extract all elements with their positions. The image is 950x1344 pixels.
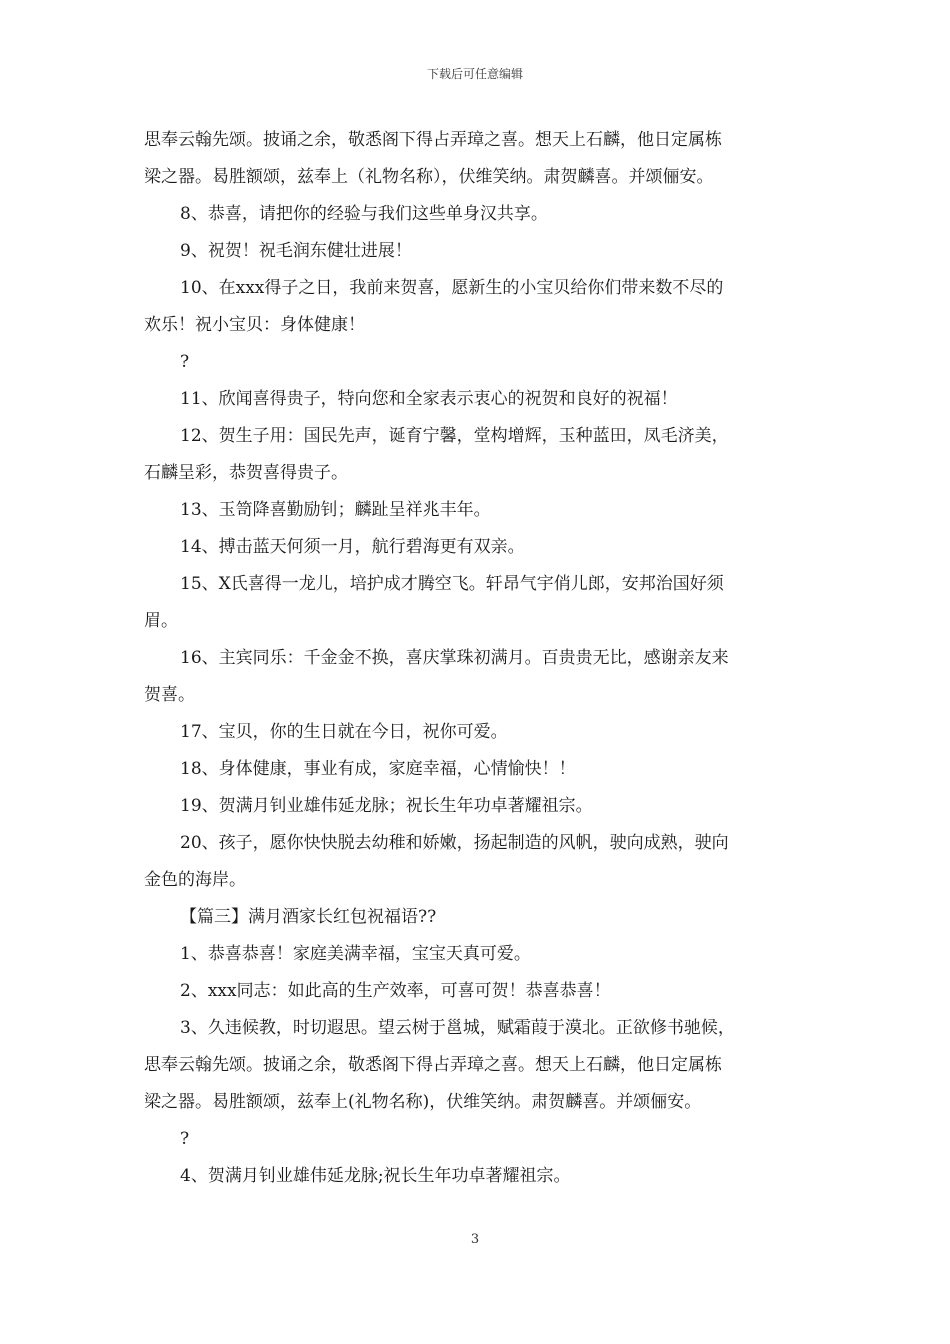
text-line: ? bbox=[180, 352, 190, 372]
text-line: 2、xxx同志：如此高的生产效率，可喜可贺！恭喜恭喜！ bbox=[180, 981, 611, 1001]
text-line: 4、贺满月钊业雄伟延龙脉;祝长生年功卓著耀祖宗。 bbox=[180, 1166, 571, 1186]
text-line: 16、主宾同乐：千金金不换，喜庆掌珠初满月。百贵贵无比，感谢亲友来 bbox=[180, 648, 729, 668]
text-line: 【篇三】满月酒家长红包祝福语?? bbox=[180, 907, 437, 927]
text-line: 18、身体健康，事业有成，家庭幸福，心情愉快！！ bbox=[180, 759, 576, 779]
text-line: ? bbox=[180, 1129, 190, 1149]
text-line: 10、在xxx得子之日，我前来贺喜，愿新生的小宝贝给你们带来数不尽的 bbox=[180, 278, 724, 298]
text-line: 9、祝贺！祝毛润东健壮进展！ bbox=[180, 241, 412, 261]
text-line: 梁之器。曷胜额颂，兹奉上(礼物名称)，伏维笑纳。肃贺麟喜。并颂俪安。 bbox=[144, 1092, 702, 1112]
text-line: 12、贺生子用：国民先声，诞育宁馨，堂构增辉，玉种蓝田，凤毛济美， bbox=[180, 426, 729, 446]
text-line: 贺喜。 bbox=[144, 685, 195, 705]
text-line: 15、X氏喜得一龙儿，培护成才腾空飞。轩昂气宇俏儿郎，安邦治国好须 bbox=[180, 574, 724, 594]
text-line: 眉。 bbox=[144, 611, 178, 631]
page-number: 3 bbox=[470, 1232, 480, 1247]
text-line: 13、玉笥降喜勤励钊；麟趾呈祥兆丰年。 bbox=[180, 500, 491, 520]
text-line: 梁之器。曷胜额颂，兹奉上（礼物名称），伏维笑纳。肃贺麟喜。并颂俪安。 bbox=[144, 167, 714, 187]
text-line: 思奉云翰先颂。披诵之余，敬悉阁下得占弄璋之喜。想天上石麟，他日定属栋 bbox=[144, 130, 722, 150]
text-line: 14、搏击蓝天何须一月，航行碧海更有双亲。 bbox=[180, 537, 525, 557]
text-line: 欢乐！祝小宝贝：身体健康！ bbox=[144, 315, 365, 335]
text-line: 金色的海岸。 bbox=[144, 870, 246, 890]
text-line: 石麟呈彩，恭贺喜得贵子。 bbox=[144, 463, 348, 483]
text-line: 17、宝贝，你的生日就在今日，祝你可爱。 bbox=[180, 722, 508, 742]
page-header: 下载后可任意编辑 bbox=[426, 67, 523, 81]
text-line: 8、恭喜，请把你的经验与我们这些单身汉共享。 bbox=[180, 204, 548, 224]
text-line: 11、欣闻喜得贵子，特向您和全家表示衷心的祝贺和良好的祝福！ bbox=[180, 389, 678, 409]
text-line: 思奉云翰先颂。披诵之余，敬悉阁下得占弄璋之喜。想天上石麟，他日定属栋 bbox=[144, 1055, 722, 1075]
text-line: 19、贺满月钊业雄伟延龙脉；祝长生年功卓著耀祖宗。 bbox=[180, 796, 593, 816]
document-body bbox=[144, 122, 806, 1195]
text-line: 20、孩子，愿你快快脱去幼稚和娇嫩，扬起制造的风帆，驶向成熟，驶向 bbox=[180, 833, 729, 853]
text-line: 1、恭喜恭喜！家庭美满幸福，宝宝天真可爱。 bbox=[180, 944, 531, 964]
text-line: 3、久违候教，时切遐思。望云树于邕城，赋霜葭于漠北。正欲修书驰候， bbox=[180, 1018, 735, 1038]
